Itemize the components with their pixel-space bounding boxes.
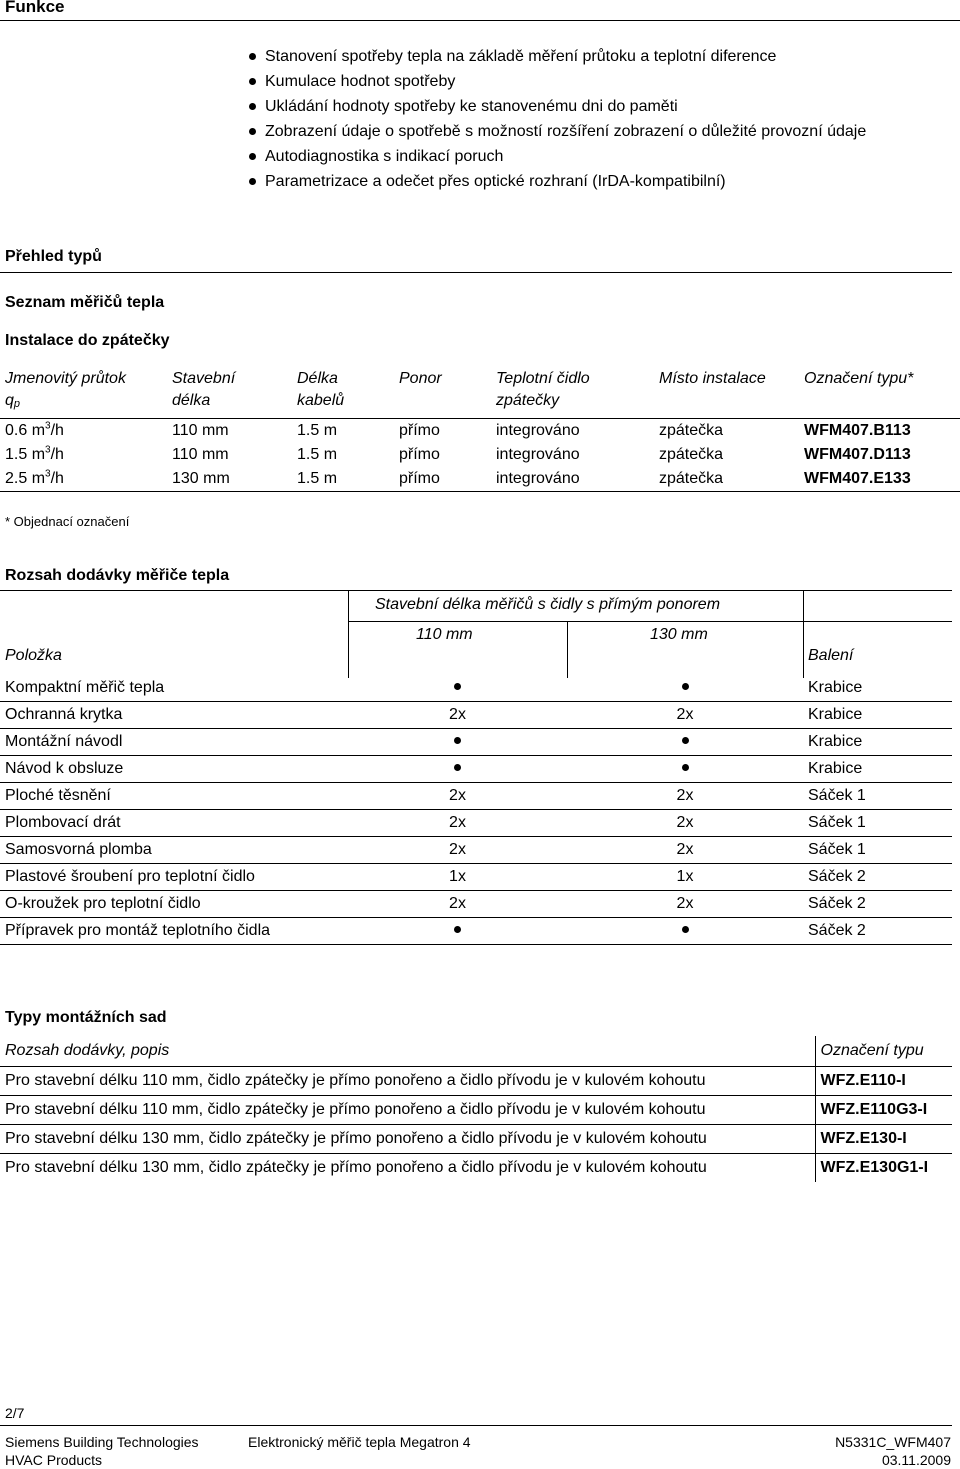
page-number: 2/7	[5, 1405, 25, 1421]
footer-doc-number: N5331C_WFM407	[835, 1434, 951, 1450]
table-row	[0, 729, 952, 756]
included-dot-icon	[567, 918, 803, 945]
delivery-item: Kompaktní měřič tepla	[0, 675, 348, 702]
kits-header-row	[0, 1036, 952, 1067]
table-row: O-kroužek pro teplotní čidlo 2x 2x Sáček 2	[0, 891, 952, 918]
feature-list	[245, 44, 866, 194]
types-header-row	[0, 366, 960, 419]
included-dot-icon	[348, 675, 567, 702]
delivery-header-110: 110 mm	[416, 626, 473, 643]
types-table	[0, 366, 960, 492]
delivery-pack: Sáček 1	[803, 837, 952, 864]
section-title-funkce: Funkce	[5, 0, 65, 16]
title-divider	[0, 20, 960, 21]
header-install-place: Místo instalace	[659, 370, 766, 387]
delivery-pack: Krabice	[803, 675, 952, 702]
delivery-item: Návod k obsluze	[0, 756, 348, 783]
delivery-item: Plastové šroubení pro teplotní čidlo	[0, 864, 348, 891]
feature-item: Autodiagnostika s indikací poruch	[245, 144, 866, 169]
col-divider	[567, 622, 568, 678]
delivery-pack: Krabice	[803, 729, 952, 756]
overview-divider	[0, 272, 952, 273]
table-row: 0.6 $m^3/h$ 110 mm 1.5 m přímo integrováno zpátečka WFM407.B113	[5, 420, 911, 439]
included-dot-icon	[567, 756, 803, 783]
delivery-pack: Krabice	[803, 756, 952, 783]
included-dot-icon	[348, 756, 567, 783]
included-dot-icon	[567, 675, 803, 702]
header-nominal-flow: Jmenovitý průtok qp	[5, 370, 126, 410]
delivery-header-group: Stavební délka měřičů s čidly s přímým ponorem	[375, 596, 721, 613]
kits-header-code: Označení typu	[815, 1036, 952, 1067]
delivery-item: Montážní návodl	[0, 729, 348, 756]
footer-company: Siemens Building Technologies	[5, 1434, 199, 1450]
header-return-sensor: Teplotní čidlo zpátečky	[496, 370, 590, 409]
table-row: Ploché těsnění 2x 2x Sáček 1	[0, 783, 952, 810]
meter-list-title: Seznam měřičů tepla	[5, 294, 165, 311]
delivery-item: Samosvorná plomba	[0, 837, 348, 864]
delivery-pack: Sáček 2	[803, 864, 952, 891]
delivery-item: Přípravek pro montáž teplotního čidla	[0, 918, 348, 945]
feature-item: Kumulace hodnot spotřeby	[245, 69, 866, 94]
table-row	[0, 918, 952, 945]
table-row	[0, 756, 952, 783]
table-row: Ochranná krytka 2x 2x Krabice	[0, 702, 952, 729]
table-row: Pro stavební délku 110 mm, čidlo zpátečky je přímo ponořeno a čidlo přívodu je v kulovém kohoutu WFZ.E110G3-I	[0, 1096, 952, 1125]
delivery-pack: Krabice	[803, 702, 952, 729]
delivery-header-pack: Balení	[808, 647, 854, 664]
delivery-pack: Sáček 1	[803, 783, 952, 810]
group-divider	[348, 621, 952, 622]
header-immersion: Ponor	[399, 370, 442, 387]
table-row	[0, 675, 952, 702]
header-cable-length: Délka kabelů	[297, 370, 345, 409]
delivery-header-130: 130 mm	[650, 626, 708, 643]
included-dot-icon	[348, 918, 567, 945]
col-divider	[803, 590, 804, 678]
included-dot-icon	[348, 729, 567, 756]
footer-division: HVAC Products	[5, 1452, 102, 1468]
delivery-item: O-kroužek pro teplotní čidlo	[0, 891, 348, 918]
delivery-pack: Sáček 2	[803, 891, 952, 918]
delivery-pack: Sáček 2	[803, 918, 952, 945]
delivery-item: Ochranná krytka	[0, 702, 348, 729]
delivery-title: Rozsah dodávky měřiče tepla	[5, 567, 230, 584]
included-dot-icon	[567, 729, 803, 756]
header-type-code: Označení typu*	[804, 370, 914, 387]
order-note: * Objednací označení	[5, 514, 130, 529]
feature-item: Ukládání hodnoty spotřeby ke stanovenému dni do paměti	[245, 94, 866, 119]
feature-item: Parametrizace a odečet přes optické rozhraní (IrDA-kompatibilní)	[245, 169, 866, 194]
feature-item: Stanovení spotřeby tepla na základě měření průtoku a teplotní diference	[245, 44, 866, 69]
kits-title: Typy montážních sad	[5, 1009, 167, 1026]
table-row: Samosvorná plomba 2x 2x Sáček 1	[0, 837, 952, 864]
footer-divider	[0, 1425, 952, 1426]
delivery-item: Ploché těsnění	[0, 783, 348, 810]
feature-item: Zobrazení údaje o spotřebě s možností rozšíření zobrazení o důležité provozní údaje	[245, 119, 866, 144]
kits-table	[0, 1036, 952, 1182]
install-title: Instalace do zpátečky	[5, 332, 170, 349]
delivery-item: Plombovací drát	[0, 810, 348, 837]
table-row: 2.5 $m^3/h$ 130 mm 1.5 m přímo integrováno zpátečka WFM407.E133	[0, 467, 960, 492]
table-row: Pro stavební délku 130 mm, čidlo zpátečky je přímo ponořeno a čidlo přívodu je v kulovém kohoutu WFZ.E130-I	[0, 1125, 952, 1154]
table-row: Plastové šroubení pro teplotní čidlo 1x 1x Sáček 2	[0, 864, 952, 891]
table-row: Pro stavební délku 130 mm, čidlo zpátečky je přímo ponořeno a čidlo přívodu je v kulovém kohoutu WFZ.E130G1-I	[0, 1154, 952, 1183]
kits-header-desc: Rozsah dodávky, popis	[0, 1036, 815, 1067]
header-length: Stavební délka	[172, 370, 236, 409]
footer-date: 03.11.2009	[881, 1452, 951, 1468]
delivery-divider	[0, 590, 952, 591]
table-row: 1.5 $m^3/h$ 110 mm 1.5 m přímo integrováno zpátečka WFM407.D113	[5, 444, 911, 463]
overview-title: Přehled typů	[5, 248, 102, 265]
table-row: Plombovací drát 2x 2x Sáček 1	[0, 810, 952, 837]
delivery-header-item: Položka	[5, 647, 62, 664]
table-row: Pro stavební délku 110 mm, čidlo zpátečky je přímo ponořeno a čidlo přívodu je v kulovém kohoutu WFZ.E110-I	[0, 1067, 952, 1096]
delivery-pack: Sáček 1	[803, 810, 952, 837]
col-divider	[348, 590, 349, 678]
footer-product: Elektronický měřič tepla Megatron 4	[248, 1434, 471, 1450]
delivery-table	[0, 675, 952, 945]
